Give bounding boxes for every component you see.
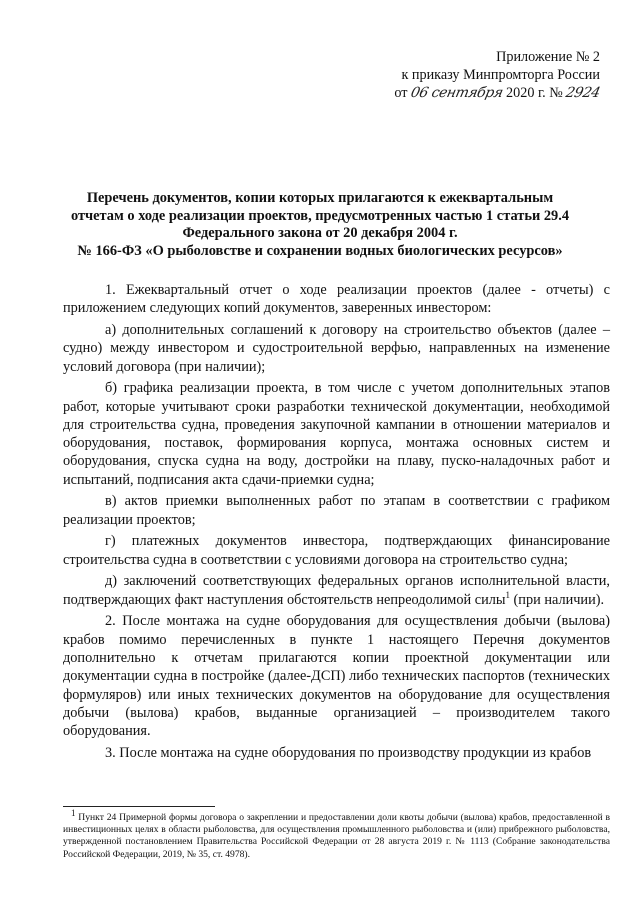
title-line-3: Федерального закона от 20 декабря 2004 г.	[182, 225, 458, 242]
paragraph-1: 1. Ежеквартальный отчет о ходе реализации проектов (далее - отчеты) с приложением следующих копий документов, заверенных инвестором:	[63, 282, 610, 317]
title-line-1: Перечень документов, копии которых прилагаются к ежеквартальным	[86, 190, 554, 206]
footnote	[63, 807, 610, 861]
handwritten-date: 06 сентября	[409, 85, 505, 101]
footnote-ref: 1	[505, 589, 510, 600]
document-body	[63, 281, 610, 766]
date-year: 2020 г. №	[506, 85, 563, 101]
document-title	[50, 190, 590, 260]
item-g: г) платежных документов инвестора, подтверждающих финансирование строительства судна в соответствии с условиями договора на строительство судна;	[63, 533, 610, 568]
annex-order-ref: к приказу Минпромторга России	[401, 67, 600, 83]
paragraph-2: 2. После монтажа на судне оборудования для осуществления добычи (вылова) крабов помимо перечисленных в пункте 1 настоящего Перечня документов дополнительно к отчетам прилагаются копии проектной документации или документации судна в постройке (далее-ДСП) либо технических паспортов (технических формуляров) или иных технических документов на оборудование для осуществления добычи (вылова) крабов, выданные организацией – производителем такого оборудования.	[63, 613, 610, 740]
footnote-divider	[63, 806, 215, 807]
item-b: б) графика реализации проекта, в том числе с учетом дополнительных этапов работ, которые учитывают сроки разработки технической документации, необходимой для строительства судна, проведения закупочной кампании в отношении материалов и оборудования, поставок, формирования корпуса, монтажа основных систем и оборудования, спуска судна на воду, достройки на плаву, пуско-наладочных работ и испытаний, подписания акта сдачи-приемки судна;	[63, 380, 610, 488]
annex-header	[360, 48, 600, 102]
item-d-text: д) заключений соответствующих федеральных органов исполнительной власти, подтверждающих факт наступления обстоятельств непреодолимой силы	[63, 573, 610, 608]
annex-title: Приложение № 2	[496, 49, 600, 65]
date-prefix: от	[394, 85, 408, 101]
item-v: в) актов приемки выполненных работ по этапам в соответствии с графиком реализации проектов;	[63, 493, 610, 528]
annex-date-line	[360, 84, 600, 102]
title-line-2: отчетам о ходе реализации проектов, предусмотренных частью 1 статьи 29.4	[70, 207, 570, 224]
footnote-text: Пункт 24 Примерной формы договора о закреплении и предоставлении доли квоты добычи (вылова) крабов, предоставленной в инвестиционных целях в области рыболовства, для осуществления промышленного рыболовства и (или) прибрежного рыболовства, утвержденной постановлением Правительства Российской Федерации от 28 августа 2019 г. № 1113 (Собрание законодательства Российской Федерации, 2019, № 35, ст. 4978).	[63, 812, 610, 860]
item-d	[63, 572, 610, 609]
title-line-4: № 166-ФЗ «О рыболовстве и сохранении водных биологических ресурсов»	[77, 242, 563, 259]
handwritten-number: 2924	[564, 85, 602, 101]
paragraph-3: 3. После монтажа на судне оборудования по производству продукции из крабов	[105, 744, 592, 761]
item-d-end: (при наличии).	[509, 591, 605, 608]
item-a: а) дополнительных соглашений к договору на строительство объектов (далее – судно) между инвестором и судостроительной верфью, направленных на изменение условий договора (при наличии);	[63, 321, 610, 375]
footnote-marker: 1	[71, 807, 76, 818]
